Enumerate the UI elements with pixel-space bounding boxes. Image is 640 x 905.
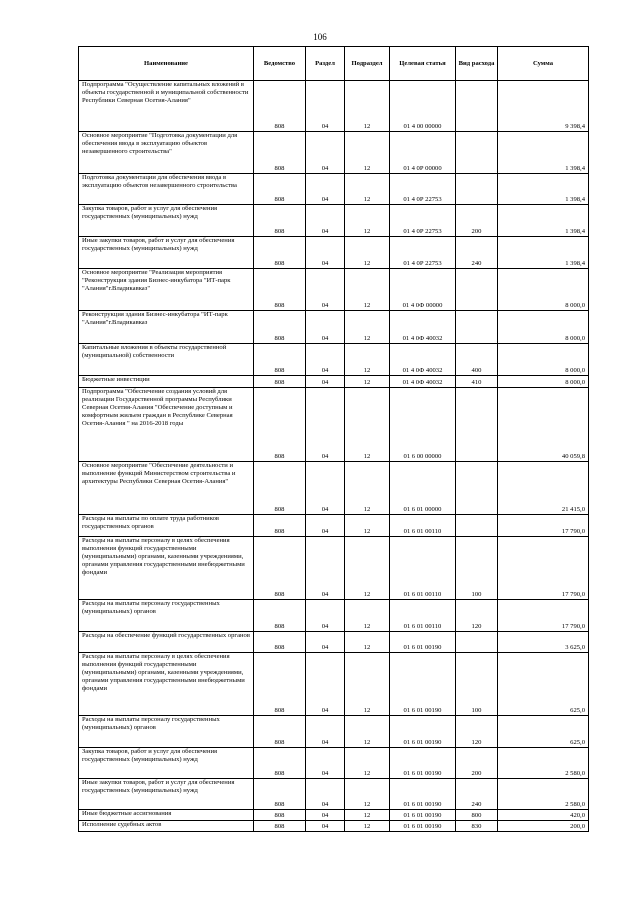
row-statya-cell: 01 4 0Ф 40032 xyxy=(390,311,456,344)
row-vid-cell: 240 xyxy=(456,779,498,810)
row-summa-cell: 1 398,4 xyxy=(498,132,589,174)
header-statya: Целевая статья xyxy=(390,47,456,81)
row-razdel-cell: 04 xyxy=(306,779,345,810)
row-podrazdel-cell: 12 xyxy=(345,632,390,653)
row-razdel-cell: 04 xyxy=(306,653,345,716)
row-razdel-cell: 04 xyxy=(306,462,345,515)
row-vedomstvo-cell: 808 xyxy=(254,205,306,237)
table-row xyxy=(79,174,589,205)
row-podrazdel-cell: 12 xyxy=(345,344,390,376)
row-name-cell: Расходы на выплаты персоналу государственных (муниципальных) органов xyxy=(79,716,254,748)
row-podrazdel-cell: 12 xyxy=(345,779,390,810)
row-podrazdel-cell: 12 xyxy=(345,81,390,132)
row-statya-cell: 01 6 00 00000 xyxy=(390,388,456,462)
row-vedomstvo-cell: 808 xyxy=(254,515,306,537)
row-name-cell: Основное мероприятие "Реализация мероприятия "Реконструкция здания Бизнес-инкубатора "ИТ-парк "Алания"г.Владикавказ" xyxy=(79,269,254,311)
row-summa-cell: 1 398,4 xyxy=(498,237,589,269)
row-vid-cell xyxy=(456,132,498,174)
table-row xyxy=(79,779,589,810)
table-row xyxy=(79,748,589,779)
row-podrazdel-cell: 12 xyxy=(345,537,390,600)
row-name-cell: Иные закупки товаров, работ и услуг для обеспечения государственных (муниципальных) нужд xyxy=(79,779,254,810)
row-razdel-cell: 04 xyxy=(306,376,345,388)
row-vid-cell xyxy=(456,462,498,515)
row-summa-cell: 200,0 xyxy=(498,821,589,832)
row-name-cell: Подпрограмма "Осуществление капитальных вложений в объекты государственной и муниципальной собственности Республики Северная Осетия-Алания" xyxy=(79,81,254,132)
row-name-cell: Капитальные вложения в объекты государственной (муниципальной) собственности xyxy=(79,344,254,376)
table-row xyxy=(79,81,589,132)
page-number: 106 xyxy=(313,32,327,42)
budget-table xyxy=(78,46,589,832)
row-summa-cell: 2 580,0 xyxy=(498,748,589,779)
row-razdel-cell: 04 xyxy=(306,810,345,821)
row-razdel-cell: 04 xyxy=(306,311,345,344)
table-row xyxy=(79,537,589,600)
row-summa-cell: 17 790,0 xyxy=(498,515,589,537)
row-podrazdel-cell: 12 xyxy=(345,205,390,237)
row-vedomstvo-cell: 808 xyxy=(254,462,306,515)
row-podrazdel-cell: 12 xyxy=(345,653,390,716)
row-vedomstvo-cell: 808 xyxy=(254,748,306,779)
row-vid-cell: 240 xyxy=(456,237,498,269)
row-summa-cell: 2 580,0 xyxy=(498,779,589,810)
header-vedomstvo: Ведомство xyxy=(254,47,306,81)
row-statya-cell: 01 4 0Ф 40032 xyxy=(390,376,456,388)
row-summa-cell: 625,0 xyxy=(498,653,589,716)
row-vid-cell xyxy=(456,311,498,344)
row-name-cell: Подготовка документации для обеспечения ввода в эксплуатацию объектов незавершенного строительства xyxy=(79,174,254,205)
row-vid-cell xyxy=(456,388,498,462)
row-statya-cell: 01 4 0Ф 40032 xyxy=(390,344,456,376)
row-podrazdel-cell: 12 xyxy=(345,821,390,832)
row-razdel-cell: 04 xyxy=(306,344,345,376)
row-summa-cell: 1 398,4 xyxy=(498,205,589,237)
row-vedomstvo-cell: 808 xyxy=(254,237,306,269)
table-row xyxy=(79,515,589,537)
row-summa-cell: 17 790,0 xyxy=(498,600,589,632)
row-statya-cell: 01 6 01 00110 xyxy=(390,537,456,600)
row-razdel-cell: 04 xyxy=(306,821,345,832)
row-vid-cell: 100 xyxy=(456,537,498,600)
row-vedomstvo-cell: 808 xyxy=(254,600,306,632)
row-statya-cell: 01 6 01 00190 xyxy=(390,653,456,716)
row-summa-cell: 3 625,0 xyxy=(498,632,589,653)
row-vedomstvo-cell: 808 xyxy=(254,132,306,174)
row-statya-cell: 01 6 01 00190 xyxy=(390,779,456,810)
row-podrazdel-cell: 12 xyxy=(345,748,390,779)
row-vedomstvo-cell: 808 xyxy=(254,81,306,132)
row-razdel-cell: 04 xyxy=(306,237,345,269)
row-podrazdel-cell: 12 xyxy=(345,132,390,174)
row-vid-cell: 200 xyxy=(456,748,498,779)
table-row xyxy=(79,376,589,388)
row-summa-cell: 9 398,4 xyxy=(498,81,589,132)
row-razdel-cell: 04 xyxy=(306,174,345,205)
row-podrazdel-cell: 12 xyxy=(345,515,390,537)
row-podrazdel-cell: 12 xyxy=(345,269,390,311)
header-summa: Сумма xyxy=(498,47,589,81)
row-name-cell: Расходы на выплаты персоналу в целях обеспечения выполнения функций государственными (муниципальными) органами, казенными учреждениями, органами управления государственными внебюджетными фондами xyxy=(79,653,254,716)
row-summa-cell: 1 398,4 xyxy=(498,174,589,205)
row-statya-cell: 01 4 00 00000 xyxy=(390,81,456,132)
row-razdel-cell: 04 xyxy=(306,515,345,537)
table-row xyxy=(79,205,589,237)
row-vid-cell xyxy=(456,174,498,205)
row-statya-cell: 01 6 01 00190 xyxy=(390,821,456,832)
row-summa-cell: 8 000,0 xyxy=(498,311,589,344)
row-name-cell: Расходы на обеспечение функций государственных органов xyxy=(79,632,254,653)
table-row xyxy=(79,311,589,344)
row-podrazdel-cell: 12 xyxy=(345,600,390,632)
row-vid-cell: 120 xyxy=(456,716,498,748)
row-razdel-cell: 04 xyxy=(306,748,345,779)
row-podrazdel-cell: 12 xyxy=(345,388,390,462)
row-podrazdel-cell: 12 xyxy=(345,174,390,205)
row-name-cell: Основное мероприятие "Подготовка документации для обеспечения ввода в эксплуатацию объектов незавершенного строительства" xyxy=(79,132,254,174)
row-podrazdel-cell: 12 xyxy=(345,376,390,388)
header-vid: Вид расхода xyxy=(456,47,498,81)
row-vedomstvo-cell: 808 xyxy=(254,716,306,748)
row-vedomstvo-cell: 808 xyxy=(254,537,306,600)
row-statya-cell: 01 6 01 00190 xyxy=(390,716,456,748)
row-vid-cell: 400 xyxy=(456,344,498,376)
row-statya-cell: 01 4 0Ф 00000 xyxy=(390,269,456,311)
table-row xyxy=(79,716,589,748)
row-name-cell: Реконструкция здания Бизнес-инкубатора "ИТ-парк "Алания"г.Владикавказ xyxy=(79,311,254,344)
row-name-cell: Подпрограмма "Обеспечение создания условий для реализации Государственной программы Республики Северная Осетия-Алания "Обеспечение доступным и комфортным жильем граждан в Республике Северная Осетия-Алания " на 2016-2018 годы xyxy=(79,388,254,462)
row-vedomstvo-cell: 808 xyxy=(254,632,306,653)
row-statya-cell: 01 6 01 00190 xyxy=(390,632,456,653)
row-statya-cell: 01 6 01 00110 xyxy=(390,515,456,537)
row-razdel-cell: 04 xyxy=(306,269,345,311)
row-vid-cell: 120 xyxy=(456,600,498,632)
table-row xyxy=(79,344,589,376)
row-vid-cell xyxy=(456,269,498,311)
row-razdel-cell: 04 xyxy=(306,600,345,632)
row-razdel-cell: 04 xyxy=(306,632,345,653)
row-name-cell: Расходы на выплаты персоналу государственных (муниципальных) органов xyxy=(79,600,254,632)
row-statya-cell: 01 6 01 00190 xyxy=(390,810,456,821)
row-name-cell: Расходы на выплаты персоналу в целях обеспечения выполнения функций государственными (муниципальными) органами, казенными учреждениями, органами управления государственными внебюджетными фондами xyxy=(79,537,254,600)
table-row xyxy=(79,269,589,311)
table-row xyxy=(79,237,589,269)
header-podrazdel: Подраздел xyxy=(345,47,390,81)
row-podrazdel-cell: 12 xyxy=(345,716,390,748)
row-razdel-cell: 04 xyxy=(306,132,345,174)
row-statya-cell: 01 4 0Р 00000 xyxy=(390,132,456,174)
row-summa-cell: 625,0 xyxy=(498,716,589,748)
row-vedomstvo-cell: 808 xyxy=(254,344,306,376)
row-statya-cell: 01 4 0Р 22753 xyxy=(390,237,456,269)
row-podrazdel-cell: 12 xyxy=(345,810,390,821)
row-razdel-cell: 04 xyxy=(306,205,345,237)
row-vedomstvo-cell: 808 xyxy=(254,653,306,716)
row-summa-cell: 21 415,0 xyxy=(498,462,589,515)
row-summa-cell: 17 790,0 xyxy=(498,537,589,600)
row-vid-cell: 200 xyxy=(456,205,498,237)
row-name-cell: Иные закупки товаров, работ и услуг для обеспечения государственных (муниципальных) нужд xyxy=(79,237,254,269)
row-summa-cell: 40 059,8 xyxy=(498,388,589,462)
row-summa-cell: 420,0 xyxy=(498,810,589,821)
row-summa-cell: 8 000,0 xyxy=(498,376,589,388)
row-name-cell: Исполнение судебных актов xyxy=(79,821,254,832)
row-statya-cell: 01 6 01 00190 xyxy=(390,748,456,779)
header-razdel: Раздел xyxy=(306,47,345,81)
row-vedomstvo-cell: 808 xyxy=(254,821,306,832)
table-row xyxy=(79,632,589,653)
table-row xyxy=(79,462,589,515)
row-vedomstvo-cell: 808 xyxy=(254,311,306,344)
row-podrazdel-cell: 12 xyxy=(345,311,390,344)
row-vid-cell xyxy=(456,515,498,537)
row-name-cell: Иные бюджетные ассигнования xyxy=(79,810,254,821)
row-name-cell: Бюджетные инвестиции xyxy=(79,376,254,388)
table-row xyxy=(79,600,589,632)
row-vid-cell: 830 xyxy=(456,821,498,832)
row-vid-cell xyxy=(456,632,498,653)
row-statya-cell: 01 6 01 00110 xyxy=(390,600,456,632)
row-vedomstvo-cell: 808 xyxy=(254,376,306,388)
row-name-cell: Расходы на выплаты по оплате труда работников государственных органов xyxy=(79,515,254,537)
row-summa-cell: 8 000,0 xyxy=(498,344,589,376)
row-vid-cell xyxy=(456,81,498,132)
row-razdel-cell: 04 xyxy=(306,81,345,132)
row-summa-cell: 8 000,0 xyxy=(498,269,589,311)
row-podrazdel-cell: 12 xyxy=(345,237,390,269)
row-razdel-cell: 04 xyxy=(306,537,345,600)
row-statya-cell: 01 4 0Р 22753 xyxy=(390,174,456,205)
row-vedomstvo-cell: 808 xyxy=(254,269,306,311)
table-row xyxy=(79,653,589,716)
row-vedomstvo-cell: 808 xyxy=(254,174,306,205)
row-name-cell: Закупка товаров, работ и услуг для обеспечения государственных (муниципальных) нужд xyxy=(79,748,254,779)
row-razdel-cell: 04 xyxy=(306,388,345,462)
table-row xyxy=(79,810,589,821)
table-row xyxy=(79,388,589,462)
table-row xyxy=(79,821,589,832)
row-statya-cell: 01 4 0Р 22753 xyxy=(390,205,456,237)
row-name-cell: Основное мероприятие "Обеспечение деятельности и выполнение функций Министерством строительства и архитектуры Республики Северная Осетия-Алания" xyxy=(79,462,254,515)
row-vedomstvo-cell: 808 xyxy=(254,810,306,821)
row-vedomstvo-cell: 808 xyxy=(254,388,306,462)
row-statya-cell: 01 6 01 00000 xyxy=(390,462,456,515)
row-vid-cell: 800 xyxy=(456,810,498,821)
header-name: Наименование xyxy=(79,47,254,81)
table-body xyxy=(79,81,589,832)
row-razdel-cell: 04 xyxy=(306,716,345,748)
row-vedomstvo-cell: 808 xyxy=(254,779,306,810)
row-vid-cell: 100 xyxy=(456,653,498,716)
row-podrazdel-cell: 12 xyxy=(345,462,390,515)
table-row xyxy=(79,132,589,174)
row-name-cell: Закупка товаров, работ и услуг для обеспечения государственных (муниципальных) нужд xyxy=(79,205,254,237)
row-vid-cell: 410 xyxy=(456,376,498,388)
table-header-row xyxy=(79,47,589,81)
